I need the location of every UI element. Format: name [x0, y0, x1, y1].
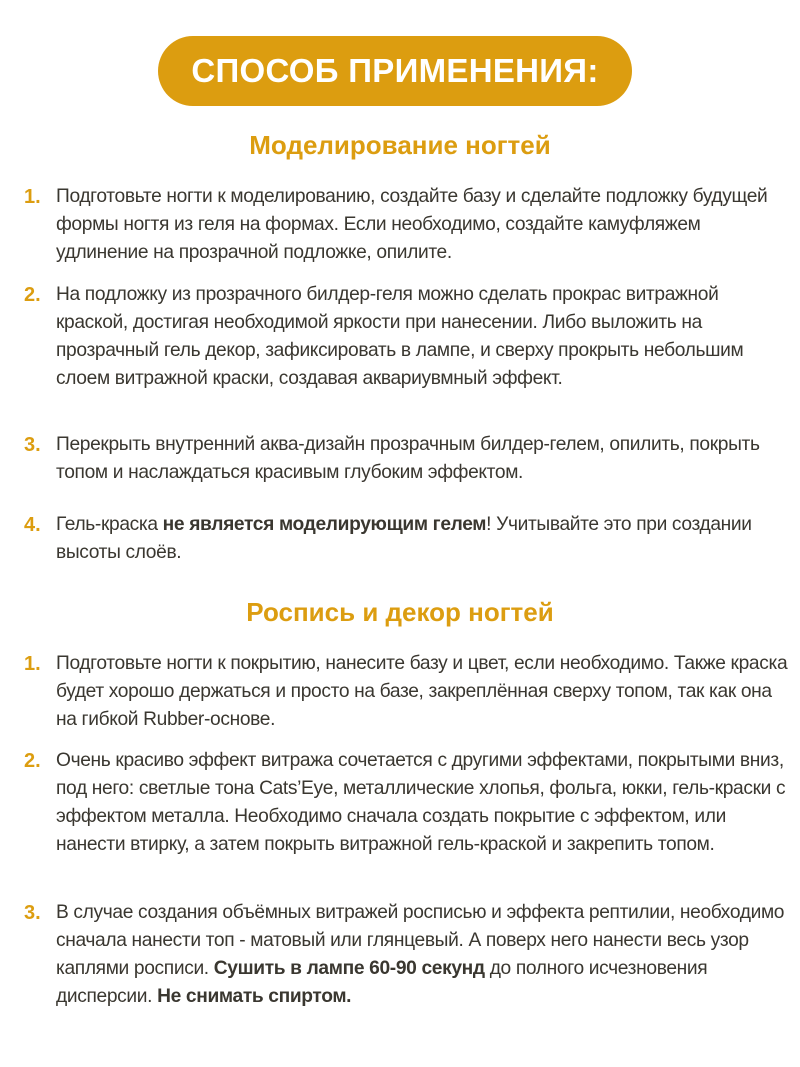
- item-number: 4.: [24, 514, 41, 536]
- list-item: [24, 899, 794, 1011]
- item-text: Подготовьте ногти к покрытию, нанесите базу и цвет, если необходимо. Также краска будет хорошо держаться и просто на базе, закреплённая сверху топом, так как она на гибкой Rubber-основе.: [56, 653, 788, 730]
- list-item: [24, 281, 794, 393]
- item-text: Подготовьте ногти к моделированию, создайте базу и сделайте подложку будущей формы ногтя из геля на формах. Если необходимо, создайте камуфляжем удлинение на прозрачной подложке, опилите.: [56, 186, 768, 263]
- list-item: [24, 183, 794, 267]
- item-number: 2.: [24, 284, 41, 306]
- item-number: 3.: [24, 902, 41, 924]
- list-item: [24, 431, 794, 487]
- list-item: [24, 747, 794, 859]
- item-number: 3.: [24, 434, 41, 456]
- section-title-modeling: Моделирование ногтей: [249, 130, 551, 160]
- item-number: 2.: [24, 750, 41, 772]
- item-text: На подложку из прозрачного билдер-геля можно сделать прокрас витражной краской, достигая необходимой яркости при нанесении. Либо выложить на прозрачный гель декор, зафиксировать в лампе, и сверху прокрыть небольшим слоем витражной краски, создавая аквариувмный эффект.: [56, 284, 744, 389]
- item-text: В случае создания объёмных витражей росписью и эффекта рептилии, необходимо сначала нанести топ - матовый или глянцевый. А поверх него нанести весь узор каплями росписи. Сушить в лампе 60-90 секунд до полного исчезновения дисперсии. Не снимать спиртом.: [56, 902, 785, 1007]
- list-item: [24, 511, 794, 567]
- item-text: Очень красиво эффект витража сочетается с другими эффектами, покрытыми вниз, под него: светлые тона Cats’Eye, металлические хлопья, фольга, юкки, гель-краски с эффектом металла. Необходимо сначала создать покрытие с эффектом, или нанести втирку, а затем покрыть витражной гель-краской и закрепить топом.: [56, 750, 786, 855]
- item-number: 1.: [24, 186, 41, 208]
- header-banner: [158, 36, 632, 106]
- item-text: Гель-краска не является моделирующим гелем! Учитывайте это при создании высоты слоёв.: [56, 514, 752, 563]
- section-title-painting: Роспись и декор ногтей: [246, 597, 554, 627]
- list-item: [24, 650, 794, 734]
- item-text: Перекрыть внутренний аква-дизайн прозрачным билдер-гелем, опилить, покрыть топом и наслаждаться красивым глубоким эффектом.: [56, 434, 760, 483]
- item-number: 1.: [24, 653, 41, 675]
- header-title: СПОСОБ ПРИМЕНЕНИЯ:: [191, 52, 599, 89]
